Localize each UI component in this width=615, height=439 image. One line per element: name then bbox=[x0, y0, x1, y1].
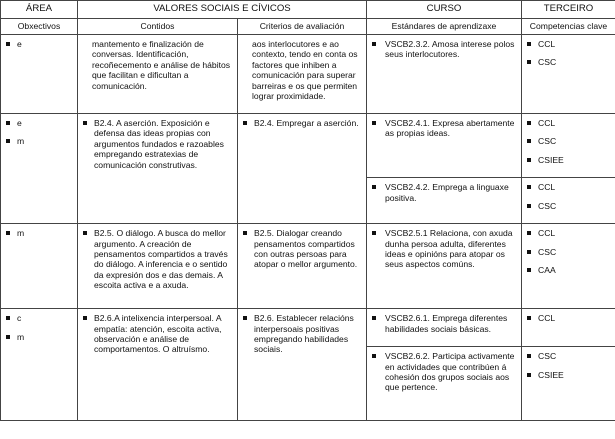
contidos-cell bbox=[78, 309, 238, 421]
contidos-cell bbox=[78, 114, 238, 224]
competencia-item: CSC bbox=[526, 57, 611, 67]
table-row bbox=[1, 35, 615, 114]
criterios-text: B2.6. Establecer relacións interpersoais positivas empregando habilidades sociais. bbox=[242, 313, 362, 355]
estandar-item: VSCB2.6.2. Participa activamente en actividades que contribúen á cohesión dos grupos sociais aos que pertence. bbox=[371, 351, 517, 393]
obxectivos-cell bbox=[1, 114, 78, 224]
competencias-cell bbox=[522, 347, 615, 421]
competencia-item: CSC bbox=[526, 201, 611, 211]
criterios-cell bbox=[238, 114, 367, 224]
obxectivo-item: m bbox=[5, 228, 73, 238]
competencias-cell bbox=[522, 114, 615, 178]
criterios-cell bbox=[238, 224, 367, 309]
header-obxectivos: Obxectivos bbox=[1, 19, 78, 35]
table-row bbox=[1, 114, 615, 178]
estandares-cell bbox=[367, 347, 522, 421]
estandares-cell bbox=[367, 114, 522, 178]
table-row bbox=[1, 309, 615, 347]
criterios-text: aos interlocutores e ao contexto, tendo en conta os factores que inhiben a comunicación para superar barreiras e os que permiten lograr proximidade. bbox=[252, 39, 358, 102]
contidos-text: B2.5. O diálogo. A busca do mellor argumento. A creación de pensamentos compartidos a través do diálogo. A inferencia e o sentido da expresión dos e das demais. A escoita activa e a axuda. bbox=[82, 228, 233, 290]
estandar-item: VSCB2.5.1 Relaciona, con axuda dunha persoa adulta, diferentes ideas e opinións para atopar os seus aspectos comúns. bbox=[371, 228, 517, 270]
obxectivo-item: e bbox=[5, 118, 73, 128]
estandar-item: VSCB2.4.1. Expresa abertamente as propias ideas. bbox=[371, 118, 517, 139]
criterios-cell bbox=[238, 309, 367, 421]
obxectivo-item: m bbox=[5, 136, 73, 146]
competencias-cell bbox=[522, 224, 615, 309]
contidos-text: B2.4. A aserción. Exposición e defensa das ideas propias con argumentos fundados e razoables empregando estratexias de comunicación construtivas. bbox=[82, 118, 233, 170]
criterios-cell bbox=[238, 35, 367, 114]
competencias-cell bbox=[522, 309, 615, 347]
contidos-cell bbox=[78, 224, 238, 309]
estandar-item: VSCB2.4.2. Emprega a linguaxe positiva. bbox=[371, 182, 517, 203]
competencia-item: CSC bbox=[526, 247, 611, 257]
contidos-text: mantemento e finalización de conversas. Identificación, recoñecemento e análise de hábitos que facilitan e dificultan a comunicación. bbox=[92, 39, 231, 91]
competencia-item: CCL bbox=[526, 39, 611, 49]
competencia-item: CSC bbox=[526, 136, 611, 146]
estandares-cell bbox=[367, 224, 522, 309]
competencia-item: CCL bbox=[526, 118, 611, 128]
header-estandares: Estándares de aprendizaxe bbox=[367, 19, 522, 35]
header-contidos: Contidos bbox=[78, 19, 238, 35]
criterios-text: B2.5. Dialogar creando pensamentos compartidos con outras persoas para atopar o mellor argumento. bbox=[242, 228, 362, 270]
obxectivo-item: c bbox=[5, 313, 73, 323]
competencia-item: CSC bbox=[526, 351, 611, 361]
table-row bbox=[1, 224, 615, 309]
estandares-cell bbox=[367, 35, 522, 114]
obxectivos-cell bbox=[1, 224, 78, 309]
header-area: ÁREA bbox=[1, 1, 78, 19]
obxectivos-cell bbox=[1, 309, 78, 421]
header-competencias: Competencias clave bbox=[522, 19, 615, 35]
estandar-item: VSCB2.6.1. Emprega diferentes habilidades sociais básicas. bbox=[371, 313, 517, 334]
competencia-item: CSIEE bbox=[526, 155, 611, 165]
header-row-columns bbox=[1, 19, 615, 35]
header-row-top bbox=[1, 1, 615, 19]
competencia-item: CCL bbox=[526, 313, 611, 323]
criterios-text: B2.4. Empregar a aserción. bbox=[242, 118, 362, 128]
header-terceiro: TERCEIRO bbox=[522, 1, 615, 19]
competencia-item: CCL bbox=[526, 182, 611, 192]
obxectivos-cell bbox=[1, 35, 78, 114]
competencia-item: CCL bbox=[526, 228, 611, 238]
obxectivo-item: e bbox=[5, 39, 73, 49]
header-valores: VALORES SOCIAIS E CÍVICOS bbox=[78, 1, 367, 19]
estandar-item: VSCB2.3.2. Amosa interese polos seus interlocutores. bbox=[371, 39, 517, 60]
header-criterios: Criterios de avaliación bbox=[238, 19, 367, 35]
competencia-item: CAA bbox=[526, 265, 611, 275]
header-curso: CURSO bbox=[367, 1, 522, 19]
competencias-cell bbox=[522, 178, 615, 224]
estandares-cell bbox=[367, 178, 522, 224]
obxectivo-item: m bbox=[5, 332, 73, 342]
competencia-item: CSIEE bbox=[526, 370, 611, 380]
contidos-text: B2.6.A intelixencia interpersoal. A empatía: atención, escoita activa, observación e análise de comportamentos. O altruísmo. bbox=[82, 313, 233, 355]
competencias-cell bbox=[522, 35, 615, 114]
contidos-cell bbox=[78, 35, 238, 114]
estandares-cell bbox=[367, 309, 522, 347]
